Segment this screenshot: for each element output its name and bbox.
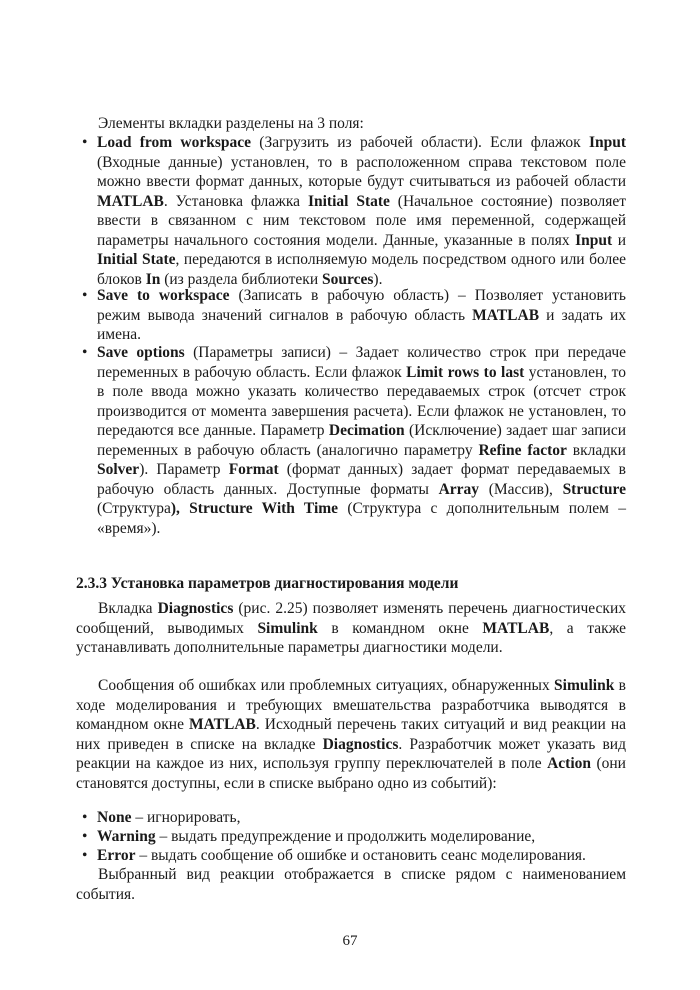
bold-term: Action: [547, 755, 591, 772]
page-number: 67: [342, 933, 358, 949]
bold-term: Diagnostics: [322, 735, 399, 753]
bold-term: Save to workspace: [97, 287, 230, 304]
paragraph-messages: Сообщения об ошибках или проблемных ситуациях, обнаруженных Simulink в ходе моделирования и требующих вмешательства разработчика выводятся в командном окне MATLAB. Исходный перечень таких ситуаций и вид реакции на них приведен в списке на вкладке Diagnostics. Разработчик может указать вид реакции на каждое из них, используя группу переключателей в поле Action (они становятся доступны, если в списке выбрано одно из событий):: [76, 677, 626, 792]
bold-term: In: [145, 270, 161, 288]
bold-term: MATLAB: [97, 192, 164, 210]
bullet-save-options: [76, 343, 626, 538]
bold-term: Structure: [562, 480, 626, 498]
bold-term: Refine factor: [478, 441, 567, 459]
intro-text: Элементы вкладки разделены на 3 поля:: [98, 115, 364, 132]
option-description: – выдать предупреждение и продолжить моделирование,: [155, 828, 536, 845]
bold-term: Solver: [97, 461, 140, 478]
bold-term: MATLAB: [482, 619, 550, 637]
bullet-save-to-workspace: [76, 286, 626, 345]
bold-term: Diagnostics: [157, 600, 234, 617]
paragraph-diagnostics: Вкладка Diagnostics (рис. 2.25) позволяет изменять перечень диагностических сообщений, выводимых Simulink в командном окне MATLAB, а также устанавливать дополнительные параметры диагностики модели.: [76, 600, 627, 656]
bold-term: Sources: [322, 270, 374, 288]
bold-term: Limit rows to last: [406, 363, 525, 381]
bullet-dot: •: [82, 828, 88, 845]
list-item-warning: [76, 827, 626, 847]
paragraph-reaction: Выбранный вид реакции отображается в списке рядом с наименованием события.: [76, 866, 626, 903]
option-description: – игнорировать,: [131, 809, 241, 826]
bold-term: Initial State: [307, 192, 390, 210]
bold-term: Load from workspace: [97, 134, 252, 151]
bullet-text: Save options (Параметры записи) – Задает количество строк при передаче переменных в рабочую область. Если флажок Limit rows to last установлен, то в поле ввода можно указать количество передаваемых строк (отсчет строк производится от момента завершения расчета). Если флажок не установлен, то передаются все данные. Параметр Decimation (Исключение) задает шаг записи переменных в рабочую область (аналогично параметру Refine factor вкладки Solver). Параметр Format (формат данных) задает формат передаваемых в рабочую область данных. Доступные форматы Array (Массив), Structure (Структура), Structure With Time (Структура с дополнительным полем – «время»).: [97, 344, 627, 537]
bold-term: Decimation: [328, 422, 405, 439]
bold-term: MATLAB: [188, 716, 256, 733]
bold-term: Simulink: [554, 677, 615, 694]
bullet-dot: •: [82, 847, 88, 864]
bold-term: MATLAB: [472, 306, 540, 324]
bold-term: Simulink: [257, 619, 318, 637]
bold-term: Initial State: [97, 251, 176, 268]
bold-term: ), Structure With Time: [170, 500, 339, 517]
list-item-error: [76, 846, 626, 866]
option-name: Error: [97, 847, 136, 864]
bullet-text: Load from workspace (Загрузить из рабочей области). Если флажок Input (Входные данные) установлен, то в расположенном справа текстовом поле можно ввести формат данных, которые будут считываться из рабочей области MATLAB. Установка флажка Initial State (Начальное состояние) позволяет ввести в связанном с ним текстовом поле имя переменной, содержащей параметры начального состояния модели. Данные, указанные в полях Input и Initial State, передаются в исполняемую модель посредством одного или более блоков In (из раздела библиотеки Sources).: [97, 134, 627, 288]
option-name: Warning: [97, 828, 156, 845]
bullet-text: Save to workspace (Записать в рабочую область) – Позволяет установить режим вывода значений сигналов в рабочую область MATLAB и задать их имена.: [97, 287, 626, 343]
bold-term: Format: [228, 461, 279, 478]
list-item-none: [76, 808, 626, 828]
bullet-dot: •: [82, 809, 88, 826]
option-description: – выдать сообщение об ошибке и остановить сеанс моделирования.: [135, 847, 586, 864]
bullet-dot: •: [82, 134, 88, 151]
bullet-dot: •: [82, 344, 88, 361]
bold-term: Array: [438, 480, 480, 498]
section-heading: 2.3.3 Установка параметров диагностирования модели: [76, 575, 459, 592]
option-name: None: [97, 809, 132, 826]
bold-term: Input: [575, 231, 613, 249]
bullet-load-from-workspace: [76, 133, 626, 289]
bold-term: Save options: [97, 344, 185, 361]
bold-term: Input: [588, 134, 626, 151]
bullet-dot: •: [82, 287, 88, 304]
